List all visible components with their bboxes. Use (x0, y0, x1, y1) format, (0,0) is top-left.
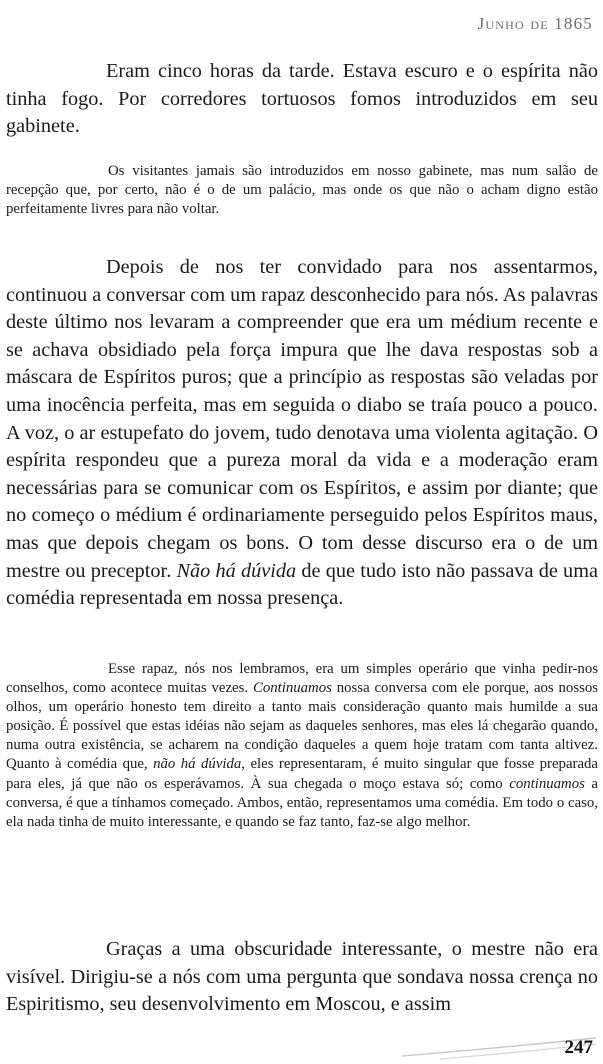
note-2-text-4: a conversa, é que a tínhamos começado. Ambos, então, representamos uma comédia. Em todo o caso, ela nada tinha de muito interessante, e quando se faz tanto, faz-se algo melhor. (6, 775, 598, 830)
paragraph-3-text: Graças a uma obscuridade interessante, o mestre não era visível. Dirigiu-se a nós com uma pergunta que sondava nossa crença no Espiritismo, seu desenvolvimento em Moscou, e assim (6, 938, 598, 1016)
note-1-text: Os visitantes jamais são introduzidos em nosso gabinete, mas num salão de recepção que, por certo, não é o de um palácio, mas onde os que não o acham digno estão perfeitamente livres para não voltar. (6, 163, 598, 218)
running-header: Junho de 1865 (477, 14, 593, 33)
paragraph-2 (6, 254, 598, 613)
note-2-emphasis-3: continuamos (509, 775, 585, 792)
paragraph-2-text: Depois de nos ter convidado para nos assentarmos, continuou a conversar com um rapaz desconhecido para nós. As palavras deste último nos levaram a compreender que era um médium recente e se achava obsidiado pela força impura que lhe dava respostas sob a máscara de Espíritos puros; que a princípio as respostas são veladas por uma inocência perfeita, mas em seguida o diabo se traía pouco a pouco. A voz, o ar estupefato do jovem, tudo denotava uma violenta agitação. O espírita respondeu que a pureza moral da vida e a moderação eram necessárias para se comunicar com os Espíritos, e assim por diante; que no começo o médium é ordinariamente perseguido pelos Espíritos maus, mas que depois chegam os bons. O tom desse discurso era o de um mestre ou preceptor. (6, 256, 598, 582)
page-number: 247 (564, 1037, 593, 1058)
note-1 (6, 162, 598, 219)
note-2-emphasis-1: Continuamos (252, 680, 332, 697)
note-2-text-1: Esse rapaz, nós nos lembramos, era um simples operário que vinha pedir-nos conselhos, como acontece muitas vezes. (6, 661, 598, 697)
note-2-emphasis-2: não há dúvida (153, 756, 242, 773)
paragraph-1-text: Eram cinco horas da tarde. Estava escuro e o espírita não tinha fogo. Por corredores tortuosos fomos introduzidos em seu gabinete. (6, 60, 598, 138)
paragraph-3 (6, 936, 598, 1019)
paragraph-2-text-end: de que tudo isto não passava de uma comédia representada em nossa presença. (6, 559, 598, 610)
paragraph-2-emphasis: Não há dúvida (176, 559, 297, 582)
paragraph-1 (6, 58, 598, 141)
note-2-text-2: nossa conversa com ele porque, aos nossos olhos, um operário honesto tem direito a tanto mais consideração quanto mais humilde a sua posição. É possível que estas idéias não sejam as daqueles senhores, mas eles lá chegarão quando, numa outra existência, se acharem na condição daqueles a quem hoje tratam com tanta altivez. Quanto à comédia que, (6, 680, 599, 773)
note-2 (6, 660, 598, 832)
note-2-text-3: , eles representaram, é muito singular que fosse preparada para eles, já que não os esperávamos. À sua chegada o moço estava só; como (6, 756, 598, 792)
